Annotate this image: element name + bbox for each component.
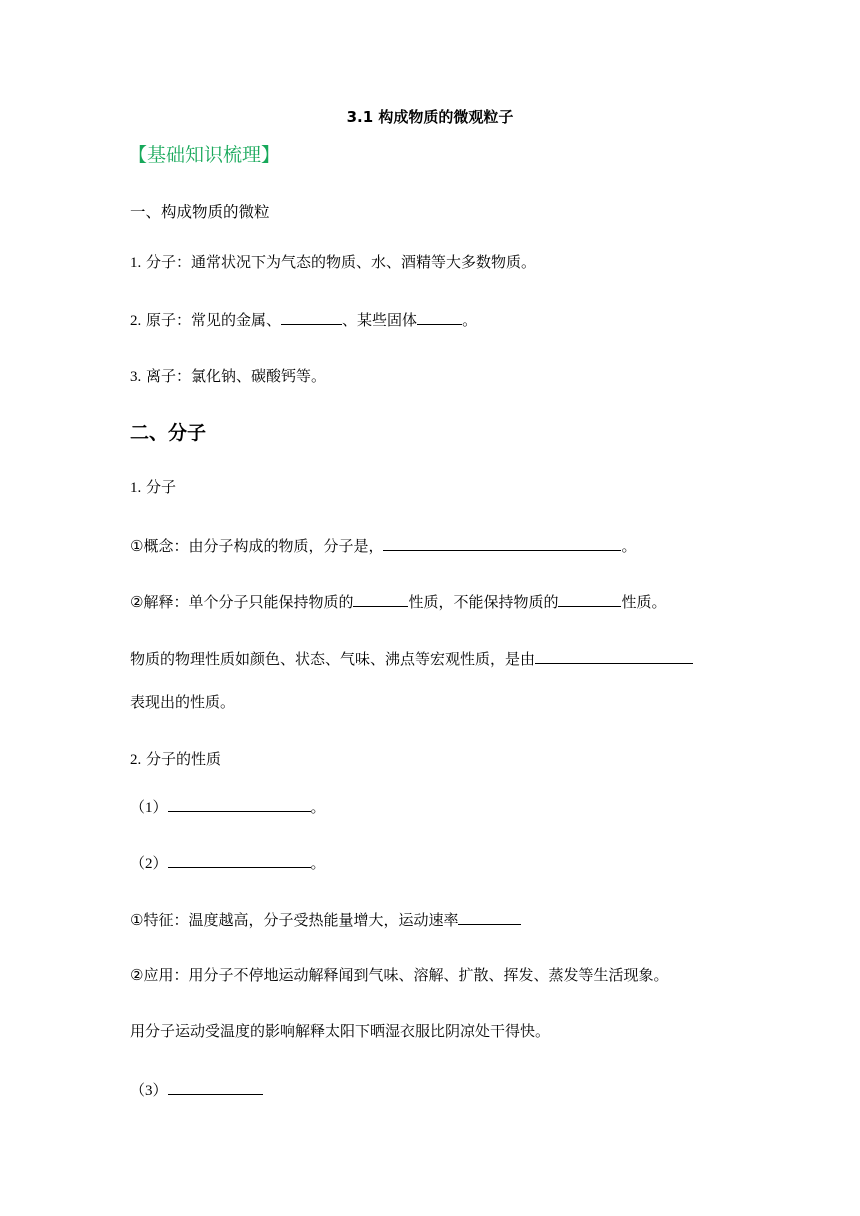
property-end: 。 [310,854,326,872]
property-2 [130,852,326,874]
physical-property-line [130,648,693,669]
concept-line [130,535,636,556]
property-3 [130,1079,263,1101]
physical-property-continuation: 表现出的性质。 [130,693,236,711]
explanation-text: ②解释：单个分子只能保持物质的 [130,593,354,611]
item-number: 2. [130,752,142,768]
item-number: 1. [130,255,142,271]
item-text: 离子：氯化钠、碳酸钙等。 [146,367,327,385]
fill-blank[interactable] [281,309,342,325]
molecule-subheading [130,477,176,498]
section1-item-atom [130,309,477,331]
temperature-note: 用分子运动受温度的影响解释太阳下晒湿衣服比阴凉处干得快。 [130,1022,551,1040]
explanation-line [130,591,666,612]
explanation-text: 性质。 [621,593,667,611]
item-text: 、某些固体 [342,311,418,329]
basics-heading: 【基础知识梳理】 [128,144,281,166]
item-text: 分子 [146,478,177,496]
item-number: 3. [130,369,142,385]
property-label: （2） [130,856,168,872]
fill-blank[interactable] [353,591,408,607]
physical-text: 物质的物理性质如颜色、状态、气味、沸点等宏观性质，是由 [130,650,536,668]
item-number: 2. [130,313,142,329]
fill-blank[interactable] [535,648,693,664]
item-text: 原子：常见的金属、 [146,311,282,329]
section2-heading: 二、分子 [130,422,207,444]
feature-text: ①特征：温度越高，分子受热能量增大，运动速率 [130,911,459,929]
property-1 [130,796,326,818]
property-label: （3） [130,1083,168,1099]
feature-line [130,909,521,930]
concept-text: ①概念：由分子构成的物质，分子是， [130,537,384,555]
fill-blank[interactable] [417,309,462,325]
item-number: 1. [130,480,142,496]
fill-blank[interactable] [558,591,621,607]
fill-blank[interactable] [458,909,521,925]
section1-item-molecule [130,252,536,273]
item-text: 。 [462,311,478,329]
molecule-properties-subheading [130,749,221,770]
explanation-text: 性质，不能保持物质的 [408,593,559,611]
property-end: 。 [310,798,326,816]
page-title: 3.1 构成物质的微观粒子 [346,108,514,126]
concept-end: 。 [621,537,637,555]
fill-blank[interactable] [168,852,311,868]
fill-blank[interactable] [168,1079,263,1095]
item-text: 分子：通常状况下为气态的物质、水、酒精等大多数物质。 [146,253,537,271]
section1-item-ion [130,366,326,387]
section1-heading: 一、构成物质的微粒 [130,203,270,221]
item-text: 分子的性质 [146,750,222,768]
fill-blank[interactable] [168,796,311,812]
fill-blank[interactable] [383,535,621,551]
application-line: ②应用：用分子不停地运动解释闻到气味、溶解、扩散、挥发、蒸发等生活现象。 [130,966,669,984]
property-label: （1） [130,800,168,816]
